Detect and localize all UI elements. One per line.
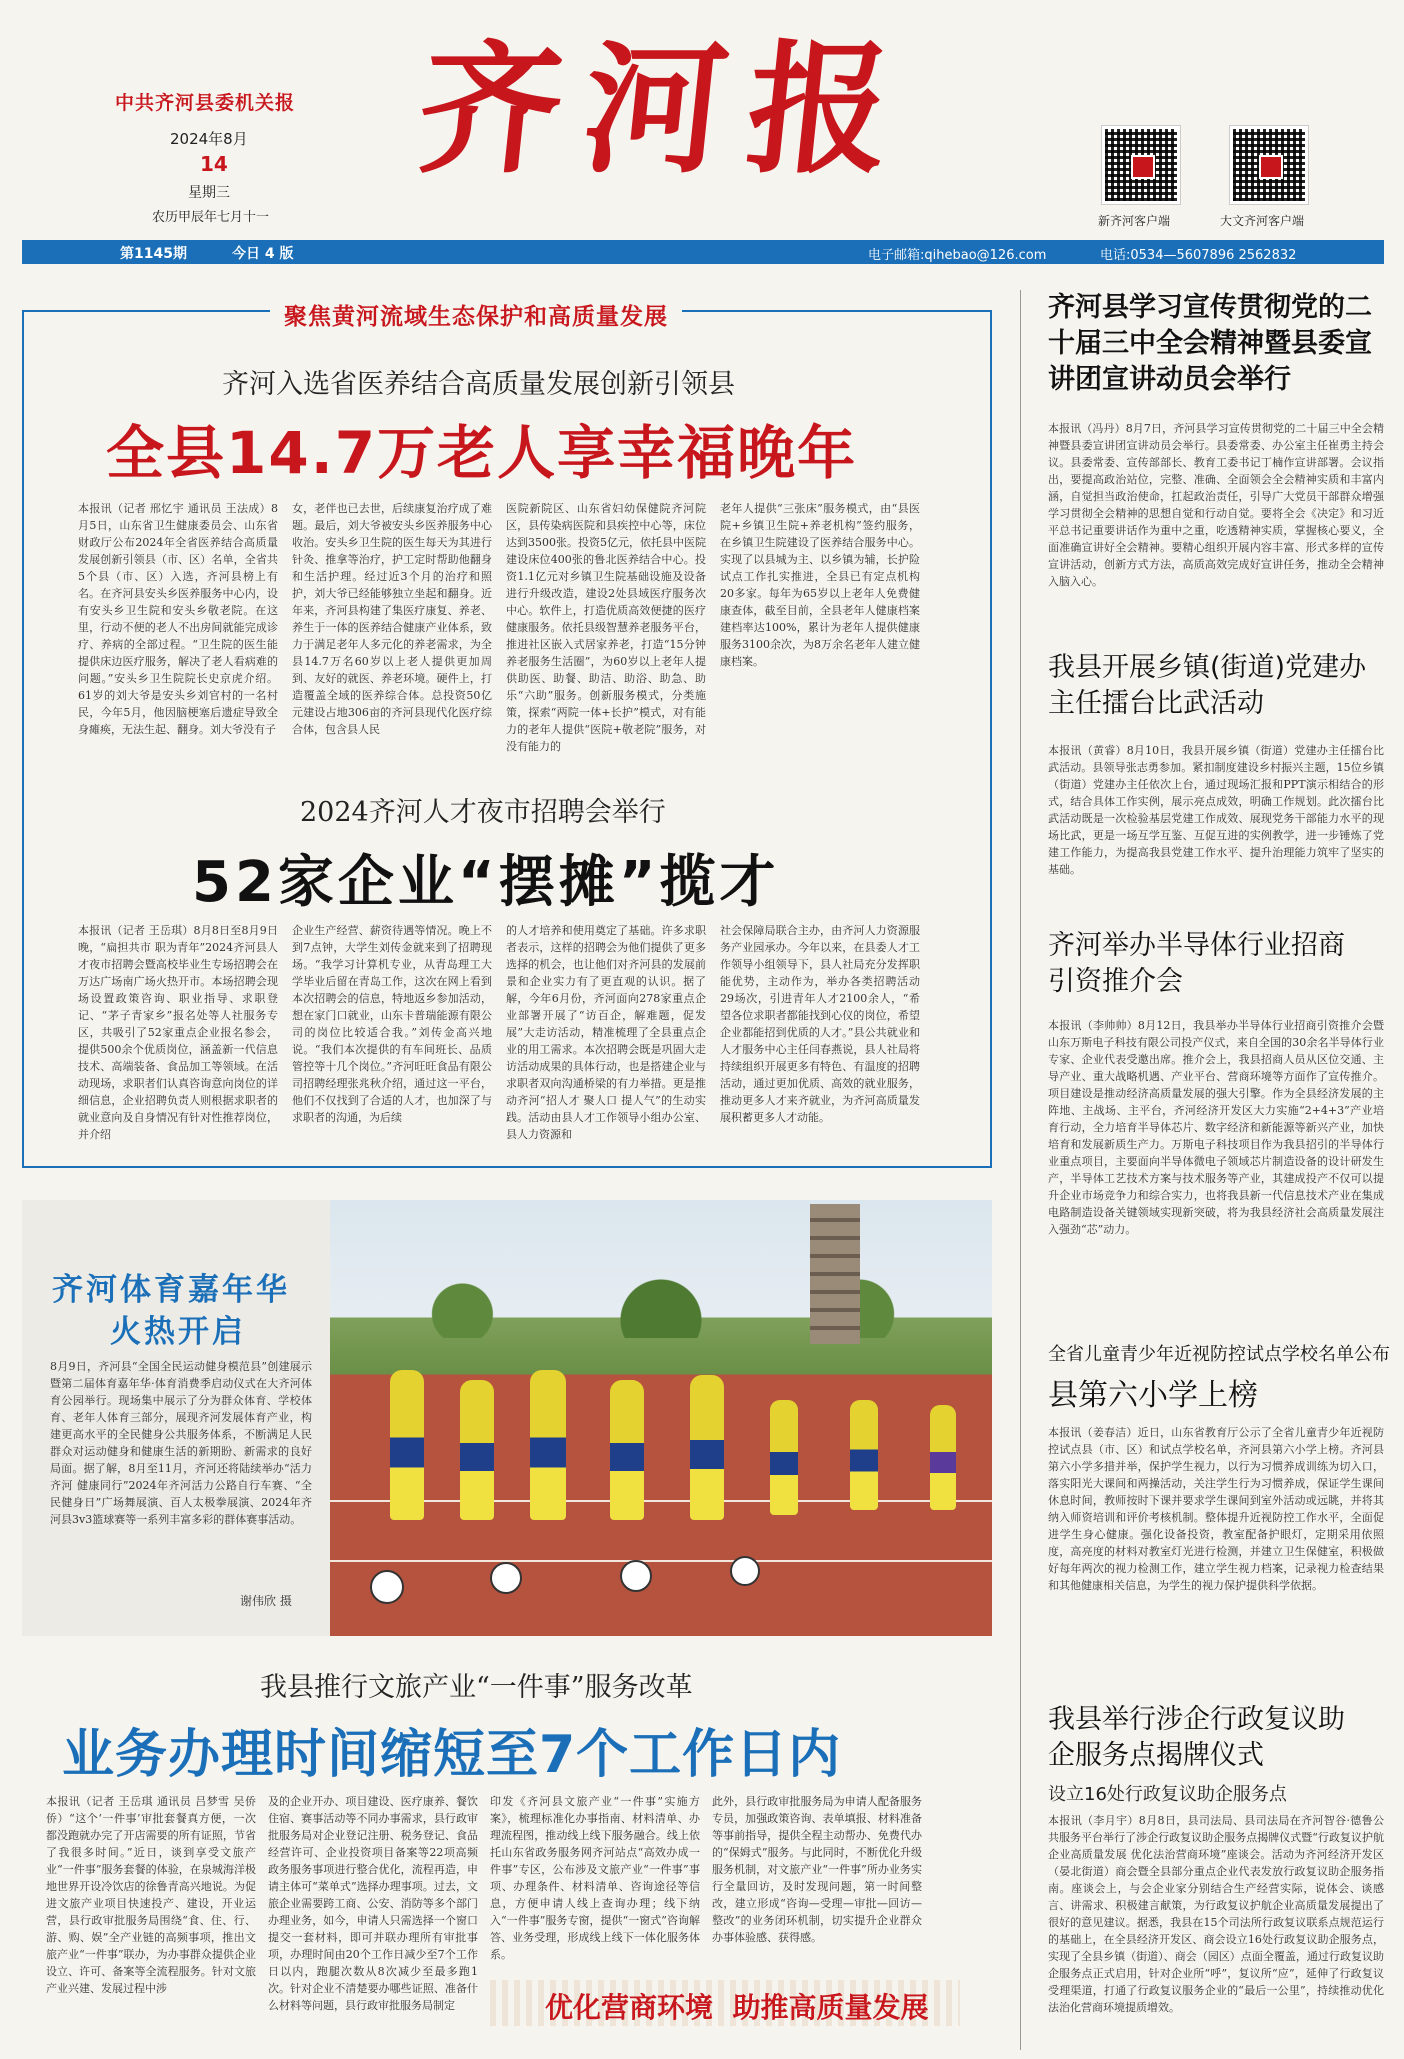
story2-col1: 本报讯（记者 王岳琪）8月8日至8月9日晚，“扁担共市 职为青年”2024齐河县人才夜市招聘会暨高校毕业生专场招聘会在万达广场南广场火热开市。本场招聘会现场设置政策咨询、职业指导、求职登记、“茅子青家乡”报名处等人社服务专区，共吸引了52家重点企业报名参会，提供500余个优质岗位，涵盖新一代信息技术、高端装备、食品加工等领域。在活动现场，求职者们认真咨询意向岗位的详细信息，企业招聘负责人则根据求职者的就业意向及自身情况有针对性推荐岗位，并介绍 xyxy=(78,924,278,1141)
story2-col2: 企业生产经营、薪资待遇等情况。晚上不到7点钟，大学生刘传金就来到了招聘现场。“我学习计算机专业，从青岛理工大学毕业后留在青岛工作，这次在网上看到本次招聘会的信息，特地返乡参加活动，想在家门口就业，山东卡普瑞能源有限公司的岗位比较适合我。”刘传金高兴地说。“我们本次提供的有车间班长、品质管控等十几个岗位。”齐河旺旺食品有限公司招聘经理张兆秋介绍，通过这一平台，他们不仅找到了合适的人才，也加深了与求职者的沟通，为后续 xyxy=(292,924,492,1124)
story1-col2: 女，老伴也已去世，后续康复治疗成了难题。最后，刘大爷被安头乡医养服务中心收治。安头乡卫生院的医生每天为其进行针灸、推拿等治疗，护工定时帮助他翻身和生活护理。经过近3个月的治疗和照护，刘大爷已经能够独立坐起和翻身。近年来，齐河县构建了集医疗康复、养老、养生于一体的医养结合健康产业体系，致力于满足老年人多元化的养老需求，为全县14.7万名60岁以上老人提供更加周到、友好的就医、养老环境。硬件上，打造覆盖全域的医养综合体。总投资50亿元建设占地306亩的齐河县现代化医疗综合体，包含县人民 xyxy=(292,502,492,736)
column-divider xyxy=(1020,290,1021,2050)
story1-col3: 医院新院区、山东省妇幼保健院齐河院区，县传染病医院和县疾控中心等，床位达到3500张。投资5亿元，依托县中医院建设床位400张的鲁北医养结合中心。投资1.1亿元对乡镇卫生院基础设施及设备进行升级改造，建设2处县域医疗服务次中心。软件上，打造优质高效便捷的医疗健康服务。依托县级智慧养老服务平台，推进社区嵌入式居家养老，打造“15分钟养老服务生活圈”，为60岁以上老年人提供助医、助餐、助洁、助浴、助急、助乐“六助”服务。创新服务模式，分类施策，探索“两院一体+长护”模式，对有能力的老年人提供“医院+敬老院”服务，对没有能力的 xyxy=(506,502,706,753)
phone-contact: 电话:0534—5607896 2562832 xyxy=(1100,248,1297,263)
story2-kicker: 2024齐河人才夜市招聘会举行 xyxy=(300,797,666,828)
r4-headline: 县第六小学上榜 xyxy=(1048,1378,1258,1413)
story1-col4: 老年人提供“三张床”服务模式，由“县医院+乡镇卫生院+养老机构”签约服务，在乡镇卫生院建设了医养结合服务中心。实现了以县城为主、以乡镇为辅，长护险试点工作扎实推进，全县已有定点机构20多家。每年为65岁以上老年人免费健康查体，截至目前，全县老年人健康档案建档率达100%，累计为老年人提供健康服务3100余次，为8万余名老年人建立健康档案。 xyxy=(720,502,920,668)
section-banner: 聚焦黄河流域生态保护和高质量发展 xyxy=(270,296,682,333)
lunar-date: 农历甲辰年七月十一 xyxy=(152,210,270,225)
party-org-label: 中共齐河县委机关报 xyxy=(115,92,296,114)
page-count: 今日 4 版 xyxy=(232,246,294,262)
story4-headline: 业务办理时间缩短至7个工作日内 xyxy=(62,1725,842,1785)
r3-headline: 齐河举办半导体行业招商引资推介会 xyxy=(1048,930,1345,997)
story4-col4: 此外，县行政审批服务局为申请人配备服务专员，加强政策咨询、表单填报、材料准备等事前指导，提供全程主动帮办、免费代办的“保姆式”服务。与此同时，不断优化升级服务机制，对文旅产业“一件事”所办业务实行全量回访，及时发现问题，第一时间整改，建立形成“咨询—受理—审批—回访—整改”的业务闭环机制，切实提升企业群众办事体验感、获得感。 xyxy=(712,1795,922,1944)
story1-kicker: 齐河入选省医养结合高质量发展创新引领县 xyxy=(222,369,735,400)
r4-body: 本报讯（姜春洁）近日，山东省教育厅公示了全省儿童青少年近视防控试点县（市、区）和试点学校名单，齐河县第六小学上榜。齐河县第六小学多措并举，保护学生视力，以行为习惯养成训练为切入口，落实阳光大课间和两操活动，关注学生行为习惯养成，保证学生课间休息时间，教师按时下课并要求学生课间到室外活动或远眺，并将其纳入师资培训和评价考核机制。整体提升近视防控工作水平，全面促进学生身心健康。强化设备投资，教室配备护眼灯，定期采用依照度，高亮度的材料对教室灯光进行检测，并建立卫生保健室，积极做好每年两次的视力检测工作，建立学生视力档案，记录视力检查结果和其他健康相关信息，为学生的视力保护提供科学依据。 xyxy=(1048,1426,1384,1592)
r3-body: 本报讯（李帅帅）8月12日，我县举办半导体行业招商引资推介会暨山东万斯电子科技有限公司投产仪式，来自全国的30余名半导体行业专家、企业代表受邀出席。推介会上，我县招商人员从区位交通、主导产业、重大战略机遇、产业平台、营商环境等方面作了宣传推介。项目建设是推动经济高质量发展的强大引擎。作为全县经济发展的主阵地、主战场、主平台，齐河经济开发区大力实施“2+4+3”产业培育行动，全力培育半导体芯片、数字经济和新能源等新兴产业，加快培育和发展新质生产力。万斯电子科技项目作为我县招引的半导体行业重点项目，主要面向半导体微电子领域芯片制造设备的设计研发生产，半导体工艺技术方案与技术服务等产业，其建成投产不仅可以提升企业市场竞争力和综合实力，也将我县新一代信息技术产业在集成电路制造设备关键领域实现新突破，将为我县经济社会高质量发展注入强劲“芯”动力。 xyxy=(1048,1019,1384,1236)
email-contact: 电子邮箱:qihebao@126.com xyxy=(868,248,1047,263)
story4-col1: 本报讯（记者 王岳琪 通讯员 吕梦雪 吴侨侨）“这个‘一件事’审批套餐真方便，一次都没跑就办完了开店需要的所有证照，节省了我很多时间。”近日，谈到享受文旅产业“一件事”服务套餐的体验，在泉城海洋极地世界开设冷饮店的徐鲁青高兴地说。为促进文旅产业项目快速投产、建设，开业运营，县行政审批服务局围绕“食、住、行、游、购、娱”全产业链的高频事项，推出文旅产业“一件事”联办，为办事群众提供企业设立、许可、备案等全流程服务。针对文旅产业兴建、发展过程中涉 xyxy=(46,1795,256,1995)
story1-col1: 本报讯（记者 邢忆宇 通讯员 王法成）8月5日，山东省卫生健康委员会、山东省财政厅公布2024年全省医养结合高质量发展创新引领县（市、区）名单，全省共5个县（市、区）入选，齐河县榜上有名。在齐河县安头乡医养服务中心内，设有安头乡卫生院和安头乡敬老院。在这里，行动不便的老人不出房间就能完成诊疗、养病的全部过程。“卫生院的医生能提供床边医疗服务，解决了老人看病难的问题。”安头乡卫生院院长史京虎介绍。61岁的刘大爷是安头乡刘官村的一名村民，今年5月，他因脑梗塞后遗症导致全身瘫痪，无法生起、翻身。刘大爷没有子 xyxy=(78,502,278,736)
r1-headline: 齐河县学习宣传贯彻党的二十届三中全会精神暨县委宣讲团宣讲动员会举行 xyxy=(1048,292,1372,395)
date-day: 14 xyxy=(200,152,228,176)
qr-label-xinqihe: 新齐河客户端 xyxy=(1098,214,1171,228)
story4-col2: 及的企业开办、项目建设、医疗康养、餐饮住宿、赛事活动等不同办事需求，县行政审批服务局对企业登记注册、税务登记、食品经营许可、企业投资项目备案等22项高频政务服务事项进行整合优化，流程再造，申请主体可“菜单式”选择办理事项。过去，文旅企业需要跨工商、公安、消防等多个部门办理业务，如今，申请人只需选择一个窗口提交一套材料，即可并联办理所有审批事项，办理时间由20个工作日减少至7个工作日以内，跑腿次数从8次减少至最多跑1次。针对企业不清楚要办哪些证照、准备什么材料等问题，县行政审批服务局制定 xyxy=(268,1795,478,2012)
qr-label-dawenqihe: 大文齐河客户端 xyxy=(1220,214,1305,228)
date-line: 2024年8月 xyxy=(170,130,248,148)
photo-credit: 谢伟欣 摄 xyxy=(240,1594,292,1608)
newspaper-title: 齐河报 xyxy=(411,27,921,193)
story2-headline: 52家企业“摆摊”揽才 xyxy=(192,850,780,915)
story4-kicker: 我县推行文旅产业“一件事”服务改革 xyxy=(260,1672,693,1703)
story3-body: 8月9日，齐河县“全国全民运动健身模范县”创建展示暨第二届体育嘉年华·体育消费季启动仪式在大齐河体育公园举行。现场集中展示了分为群众体育、学校体育、老年人体育三部分，展现齐河发展体育产业，构建更高水平的全民健身公共服务体系，不断满足人民群众对运动健身和健康生活的新期盼、新需求的良好局面。据了解，8月至11月，齐河还将陆续举办“活力齐河 健康同行”2024年齐河活力公路自行车赛、“全民健身日”广场舞展演、百人太极拳展演、2024年齐河县3v3篮球赛等一系列丰富多彩的群体赛事活动。 xyxy=(50,1360,312,1526)
story4-col3: 印发《齐河县文旅产业“一件事”实施方案》，梳理标准化办事指南、材料清单、办理流程图，推动线上线下服务融合。线上依托山东省政务服务网齐河站点“高效办成一件事”专区，公布涉及文旅产业“一件事”事项、办理条件、材料清单、咨询途径等信息，方便申请人线上查询办理；线下纳入“一件事”服务专窗，提供“一窗式”咨询解答、业务受理，形成线上线下一体化服务体系。 xyxy=(490,1795,700,1961)
issue-number: 第1145期 xyxy=(120,246,187,262)
r5-body: 本报讯（李月宇）8月8日，县司法局、县司法局在齐河智谷·德鲁公共服务平台举行了涉企行政复议助企服务点揭牌仪式暨“行政复议护航企业高质量发展 优化法治营商环境”座谈会。活动为齐河经济开发区（晏北街道）商会暨全县部分重点企业代表发放行政复议助企服务指南。座谈会上，与会企业家分别结合生产经营实际，说体会、谈感言、讲需求、积极建言献策，为行政复议护航企业高质量发展提出了很好的意见建议。据悉，我县在15个司法所行政复议联系点规范运行的基础上，在全县经济开发区、商会设立16处行政复议助企服务点，实现了全县乡镇（街道）、商会（园区）点面全覆盖，通过行政复议助企服务点正式启用，针对企业所“呼”，复议所“应”，延伸了行政复议受理渠道，打通了行政复议服务企业的“最后一公里”，持续推动优化法治化营商环境提质增效。 xyxy=(1048,1814,1384,2014)
business-env-banner: 优化营商环境 助推高质量发展 xyxy=(545,1991,929,2024)
story3-headline-line2: 火热开启 xyxy=(110,1314,246,1350)
r2-body: 本报讯（黄睿）8月10日，我县开展乡镇（街道）党建办主任擂台比武活动。县领导张志勇参加。紧扣制度建设乡村振兴主题，15位乡镇（街道）党建办主任依次上台，通过现场汇报和PPT演示相结合的形式，结合具体工作实例，展示亮点成效，明确工作规划。此次擂台比武活动既是一次检验基层党建工作成效、展现党务干部能力水平的现场比武，更是一场互学互鉴、互促互进的实例教学，进一步锤炼了党建工作能力，为提高我县党建工作水平、提升治理能力筑牢了坚实的基础。 xyxy=(1048,744,1384,876)
qr-code-xinqihe[interactable] xyxy=(1102,126,1180,204)
qr-code-dawenqihe[interactable] xyxy=(1230,126,1308,204)
story3-headline-line1: 齐河体育嘉年华 xyxy=(52,1272,290,1308)
sports-photo xyxy=(330,1200,992,1636)
r5-subheadline: 设立16处行政复议助企服务点 xyxy=(1048,1784,1287,1805)
story2-col3: 的人才培养和使用奠定了基础。许多求职者表示，这样的招聘会为他们提供了更多选择的机会，也让他们对齐河县的发展前景和企业实力有了更直观的认识。据了解，今年6月份，齐河面向278家重点企业部署开展了“访百企，解难题，促发展”大走访活动，精准梳理了全县重点企业的用工需求。本次招聘会既是巩固大走访活动成果的具体行动，也是搭建企业与求职者双向沟通桥梁的有力举措。更是推动齐河“招人才 聚人口 提人气”的生动实践。活动由县人才工作领导小组办公室、县人力资源和 xyxy=(506,924,706,1141)
r1-body: 本报讯（冯丹）8月7日，齐河县学习宣传贯彻党的二十届三中全会精神暨县委宣讲团宣讲动员会举行。县委常委、办公室主任崔勇主持会议。县委常委、宣传部部长、教育工委书记丁楠作宣讲部署。会议指出，要提高政治站位，完整、准确、全面领会全会精神实质和丰富内涵，自觉担当政治使命，扛起政治责任，引导广大党员干部群众增强学习贯彻全会精神的思想自觉和行动自觉。要将全会《决定》和习近平总书记重要讲话作为重中之重，吃透精神实质，掌握核心要义，全面准确宣讲好全会精神。要精心组织开展内容丰富、形式多样的宣传宣讲活动，创新方式方法，高质高效完成好宣讲任务，推动全会精神入脑入心。 xyxy=(1048,422,1384,588)
story1-headline: 全县14.7万老人享幸福晚年 xyxy=(106,419,858,487)
r2-headline: 我县开展乡镇(街道)党建办主任擂台比武活动 xyxy=(1048,652,1367,719)
story2-col4: 社会保障局联合主办，由齐河人力资源服务产业园承办。今年以来，在县委人才工作领导小组领导下，县人社局充分发挥职能优势，主动作为，举办各类招聘活动29场次，引进青年人才2100余人，“希望各位求职者都能找到心仪的岗位，希望企业都能招到优质的人才。”县公共就业和人才服务中心主任闫春燕说，县人社局将持续组织开展更多有特色、有温度的招聘活动，通过更加优质、高效的就业服务，推动更多人才来齐就业，为齐河高质量发展积蓄更多人才动能。 xyxy=(720,924,920,1124)
r5-headline: 我县举行涉企行政复议助企服务点揭牌仪式 xyxy=(1048,1704,1345,1771)
r4-kicker: 全省儿童青少年近视防控试点学校名单公布 xyxy=(1048,1344,1390,1365)
weekday: 星期三 xyxy=(188,185,230,201)
